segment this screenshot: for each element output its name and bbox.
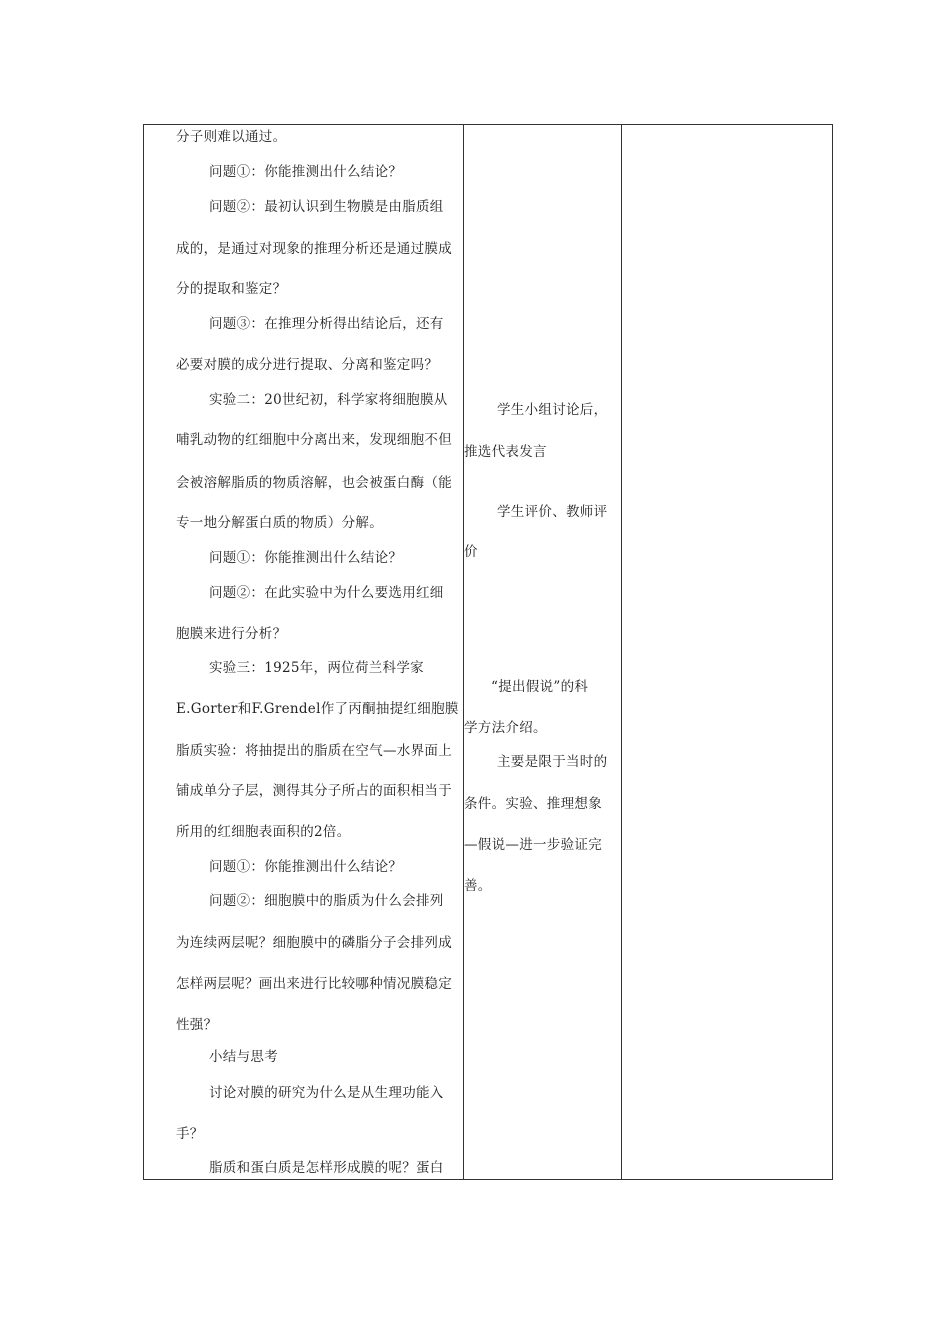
text-line: 必要对膜的成分进行提取、分离和鉴定吗？ — [176, 357, 439, 373]
text-line: 问题②：细胞膜中的脂质为什么会排列 — [209, 893, 444, 909]
text-line: 主要是限于当时的 — [497, 754, 608, 770]
text-line: E.Gorter和F.Grendel作了丙酮抽提红细胞膜 — [176, 701, 459, 717]
text-line: 推选代表发言 — [464, 444, 547, 460]
text-line: 手？ — [176, 1126, 204, 1142]
text-line: 胞膜来进行分析？ — [176, 626, 287, 642]
text-line: 实验三：1925年，两位荷兰科学家 — [209, 660, 424, 676]
text-line: 脂质和蛋白质是怎样形成膜的呢？蛋白 — [209, 1160, 444, 1176]
text-line: 问题②：在此实验中为什么要选用红细 — [209, 585, 444, 601]
text-line: 问题①：你能推测出什么结论？ — [209, 164, 403, 180]
text-line: 价 — [464, 544, 478, 560]
text-line: 哺乳动物的红细胞中分离出来，发现细胞不但 — [176, 432, 452, 448]
text-line: 性强？ — [176, 1017, 218, 1033]
text-line: 铺成单分子层，测得其分子所占的面积相当于 — [176, 783, 452, 799]
text-line: 为连续两层呢？细胞膜中的磷脂分子会排列成 — [176, 935, 452, 951]
text-line: 条件。实验、推理想象 — [464, 796, 602, 812]
text-line: 讨论对膜的研究为什么是从生理功能入 — [209, 1085, 444, 1101]
text-line: 问题②：最初认识到生物膜是由脂质组 — [209, 199, 444, 215]
text-line: 问题①：你能推测出什么结论？ — [209, 859, 403, 875]
content-column — [144, 125, 463, 1179]
text-line: 分的提取和鉴定？ — [176, 281, 287, 297]
text-line: 所用的红细胞表面积的2倍。 — [176, 824, 351, 840]
section-heading: 小结与思考 — [209, 1049, 278, 1065]
text-line: 学生小组讨论后， — [497, 402, 608, 418]
text-line: 怎样两层呢？画出来进行比较哪种情况膜稳定 — [176, 976, 452, 992]
text-line: —假说—进一步验证完 — [464, 837, 602, 853]
lesson-table — [143, 124, 833, 1180]
text-line: 分子则难以通过。 — [176, 129, 287, 145]
text-line: 会被溶解脂质的物质溶解，也会被蛋白酶（能 — [176, 475, 452, 491]
text-line: 学方法介绍。 — [464, 720, 547, 736]
student-activity-column — [464, 125, 621, 1179]
text-line: 问题③：在推理分析得出结论后，还有 — [209, 316, 444, 332]
text-line: 善。 — [464, 878, 492, 894]
notes-column — [622, 125, 832, 1179]
text-line: 学生评价、教师评 — [497, 504, 608, 520]
text-line: 问题①：你能推测出什么结论？ — [209, 550, 403, 566]
text-line: 成的，是通过对现象的推理分析还是通过膜成 — [176, 241, 452, 257]
text-line: 专一地分解蛋白质的物质）分解。 — [176, 515, 383, 531]
text-line: “提出假说”的科 — [491, 679, 589, 695]
text-line: 脂质实验：将抽提出的脂质在空气—水界面上 — [176, 743, 452, 759]
text-line: 实验二：20世纪初，科学家将细胞膜从 — [209, 392, 448, 408]
